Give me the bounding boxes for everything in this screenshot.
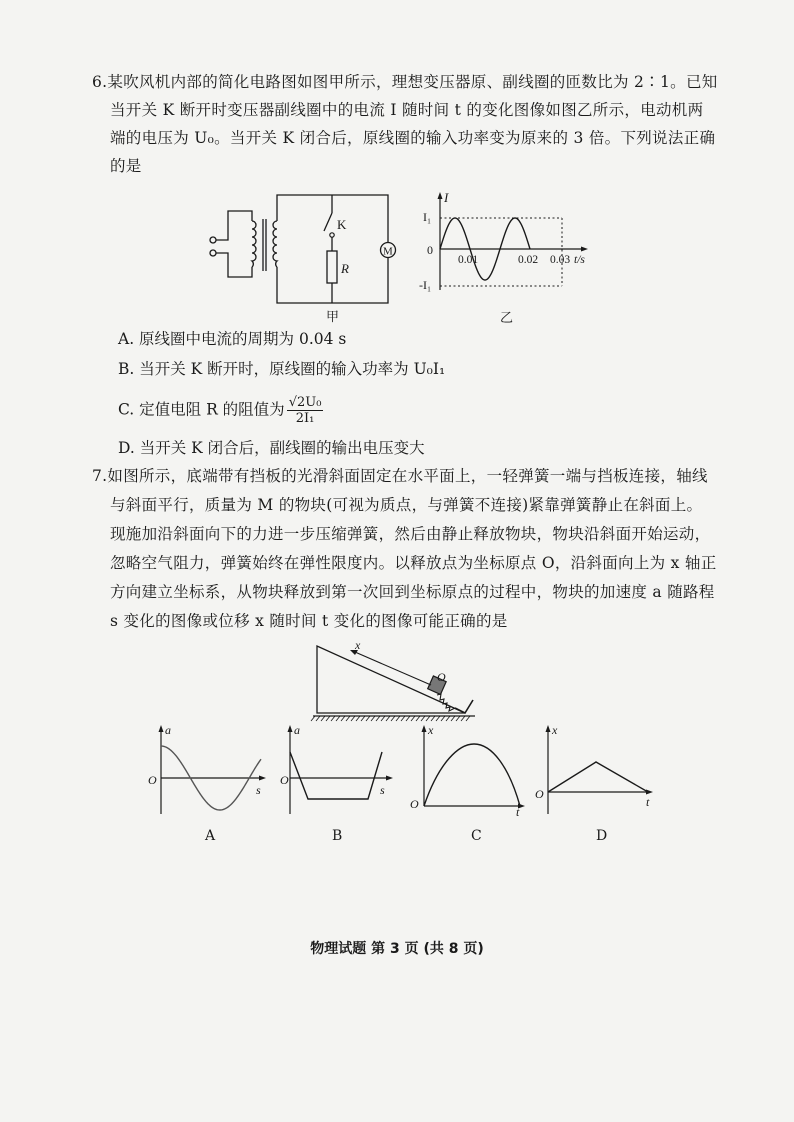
label-R: R xyxy=(341,261,349,276)
q7-line-1: 7.如图所示，底端带有挡板的光滑斜面固定在水平面上，一轻弹簧一端与挡板连接，轴线 xyxy=(92,467,708,485)
q6-option-c-fraction: $\frac{\text{√2U₀}}{\text{2I₁}}$ xyxy=(288,395,322,426)
ground-hatch xyxy=(411,716,415,721)
origin-label: 0 xyxy=(427,243,433,257)
ground-hatch xyxy=(431,716,435,721)
secondary-coil xyxy=(273,221,277,267)
graph-c-x: t xyxy=(516,805,520,817)
graph-c xyxy=(404,722,529,817)
ground-hatch xyxy=(371,716,375,721)
graph-d-y: x xyxy=(552,723,558,737)
q6-option-c-text: C. 定值电阻 R 的阻值为 xyxy=(118,400,285,419)
q7-line-4: 忽略空气阻力，弹簧始终在弹性限度内。以释放点为坐标原点 O，沿斜面向上为 x 轴正 xyxy=(110,554,717,572)
ground-hatch xyxy=(406,716,410,721)
ground-hatch xyxy=(456,716,460,721)
current-graph xyxy=(418,190,598,330)
ground-hatch xyxy=(356,716,360,721)
ground-hatch xyxy=(336,716,340,721)
graph-a-origin: O xyxy=(148,773,157,787)
ground-hatch xyxy=(351,716,355,721)
label-K: K xyxy=(337,217,347,232)
ground-hatch xyxy=(446,716,450,721)
ground-hatch xyxy=(316,716,320,721)
graph-d-caption: D xyxy=(596,828,608,844)
incline-diagram xyxy=(305,640,485,722)
caption-jia: 甲 xyxy=(326,309,340,324)
q6-line-2: 当开关 K 断开时变压器副线圈中的电流 I 随时间 t 的变化图像如图乙所示，电动机两 xyxy=(110,101,704,119)
graph-d-x: t xyxy=(646,795,650,809)
ground-hatch xyxy=(441,716,445,721)
graph-b xyxy=(280,722,405,817)
caption-yi: 乙 xyxy=(500,310,514,325)
q7-line-6: s 变化的图像或位移 x 随时间 t 变化的图像可能正确的是 xyxy=(110,612,508,630)
ground-hatch xyxy=(451,716,455,721)
graph-a-y: a xyxy=(165,723,171,737)
label-M: M xyxy=(383,245,393,258)
ground-hatch xyxy=(346,716,350,721)
graph-c-caption: C xyxy=(471,828,482,844)
graph-b-caption: B xyxy=(332,828,343,844)
y-axis-label: I xyxy=(444,190,449,205)
graph-d-origin: O xyxy=(535,787,544,801)
q6-line-4: 的是 xyxy=(110,157,142,175)
q6-option-b: B. 当开关 K 断开时，原线圈的输入功率为 U₀I₁ xyxy=(118,360,446,378)
spring xyxy=(437,694,455,711)
ground-hatch xyxy=(416,716,420,721)
ground-hatch xyxy=(381,716,385,721)
graph-c-origin: O xyxy=(410,797,419,811)
incline-O-label: O xyxy=(437,670,446,684)
graph-d-curve xyxy=(548,762,648,792)
graph-b-x: s xyxy=(380,783,385,797)
tick-x-1: 0.01 xyxy=(458,254,479,266)
primary-coil xyxy=(252,221,256,267)
ground-hatch xyxy=(326,716,330,721)
q7-line-5: 方向建立坐标系，从物块释放到第一次回到坐标原点的过程中，物块的加速度 a 随路程 xyxy=(110,583,715,601)
incline-x-label: x xyxy=(355,640,361,652)
q6-line-3: 端的电压为 U₀。当开关 K 闭合后，原线圈的输入功率变为原来的 3 倍。下列说法正确 xyxy=(110,129,716,147)
ground-hatch xyxy=(401,716,405,721)
ground-hatch xyxy=(426,716,430,721)
switch-K xyxy=(324,213,332,231)
graph-b-curve xyxy=(290,752,382,799)
ground-hatch xyxy=(321,716,325,721)
tick-x-3: 0.03 xyxy=(550,254,571,266)
ground-hatch xyxy=(376,716,380,721)
ground-hatch xyxy=(436,716,440,721)
graph-b-y: a xyxy=(294,723,300,737)
tick-neg: -I₁ xyxy=(419,278,432,292)
graph-c-curve xyxy=(424,744,520,806)
graph-a xyxy=(145,722,270,817)
ground-hatch xyxy=(421,716,425,721)
ground-hatch xyxy=(331,716,335,721)
ground-hatch xyxy=(311,716,315,721)
resistor-R xyxy=(327,251,337,283)
ground-hatch xyxy=(386,716,390,721)
q6-line-1: 6.某吹风机内部的简化电路图如图甲所示，理想变压器原、副线圈的匝数比为 2∶1。已知 xyxy=(92,73,718,91)
q6-option-d: D. 当开关 K 闭合后，副线圈的输出电压变大 xyxy=(118,439,425,457)
tick-x-2: 0.02 xyxy=(518,254,539,266)
terminal-bottom xyxy=(210,250,216,256)
ground-hatch xyxy=(341,716,345,721)
circuit-diagram xyxy=(200,185,400,325)
baffle xyxy=(455,700,473,713)
terminal-top xyxy=(210,237,216,243)
graph-a-x: s xyxy=(256,783,261,797)
ground-hatch xyxy=(391,716,395,721)
ground-hatch xyxy=(396,716,400,721)
q6-option-a: A. 原线圈中电流的周期为 0.04 s xyxy=(118,330,347,348)
page-footer: 物理试题 第 3 页 (共 8 页) xyxy=(310,941,484,957)
ground-hatch xyxy=(461,716,465,721)
ground-hatch xyxy=(466,716,470,721)
graph-d xyxy=(534,722,659,817)
q6-option-c xyxy=(118,395,323,426)
q7-line-3: 现施加沿斜面向下的力进一步压缩弹簧，然后由静止释放物块，物块沿斜面开始运动， xyxy=(110,525,711,543)
tick-pos: I₁ xyxy=(423,210,432,224)
ground-hatch xyxy=(366,716,370,721)
ground-hatch xyxy=(361,716,365,721)
q7-line-2: 与斜面平行，质量为 M 的物块(可视为质点，与弹簧不连接)紧靠弹簧静止在斜面上。 xyxy=(110,496,703,514)
graph-a-caption: A xyxy=(205,828,216,844)
graph-b-origin: O xyxy=(280,773,289,787)
graph-c-y: x xyxy=(428,723,434,737)
x-axis-label: t/s xyxy=(574,254,585,266)
